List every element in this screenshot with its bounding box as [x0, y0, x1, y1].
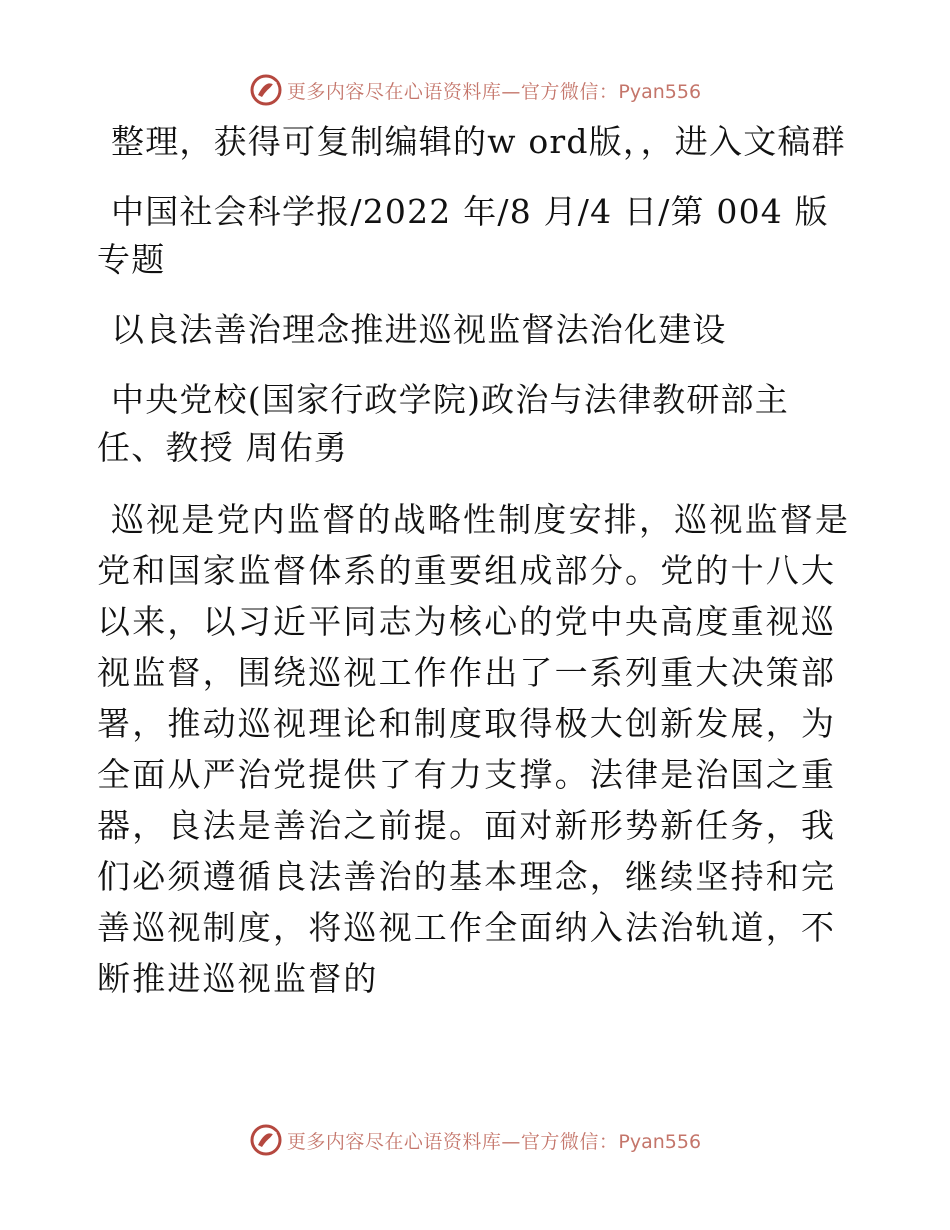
- red-seal-logo-icon: [249, 73, 283, 107]
- author-line: 中央党校(国家行政学院)政治与法律教研部主任、教授 周佑勇: [97, 380, 789, 467]
- body-paragraph: 巡视是党内监督的战略性制度安排，巡视监督是党和国家监督体系的重要组成部分。党的十八大以来，以习近平同志为核心的党中央高度重视巡视监督，围绕巡视工作作出了一系列重大决策部署，推动巡视理论和制度取得极大创新发展，为全面从严治党提供了有力支撑。法律是治国之重器，良法是善治之前提。面对新形势新任务，我们必须遵循良法善治的基本理念，继续坚持和完善巡视制度，将巡视工作全面纳入法治轨道，不断推进巡视监督的: [97, 500, 851, 998]
- footer-watermark-banner: [0, 1120, 950, 1160]
- source-line: 中国社会科学报/2022 年/8 月/4 日/第 004 版专题: [97, 192, 829, 279]
- red-seal-logo-icon: [249, 1123, 283, 1157]
- article-title: 以良法善治理念推进巡视监督法治化建设: [111, 310, 727, 349]
- header-watermark-banner: [0, 70, 950, 110]
- wechat-id: Pyan556: [618, 1130, 702, 1153]
- watermark-text: 更多内容尽在心语资料库—官方微信：Pyan556: [286, 1130, 702, 1153]
- wechat-id: Pyan556: [618, 80, 702, 103]
- document-body: [97, 118, 857, 1026]
- watermark-text: 更多内容尽在心语资料库—官方微信：Pyan556: [286, 80, 702, 103]
- notice-paragraph: 整理，获得可复制编辑的w ord版，，进入文稿群: [111, 122, 846, 161]
